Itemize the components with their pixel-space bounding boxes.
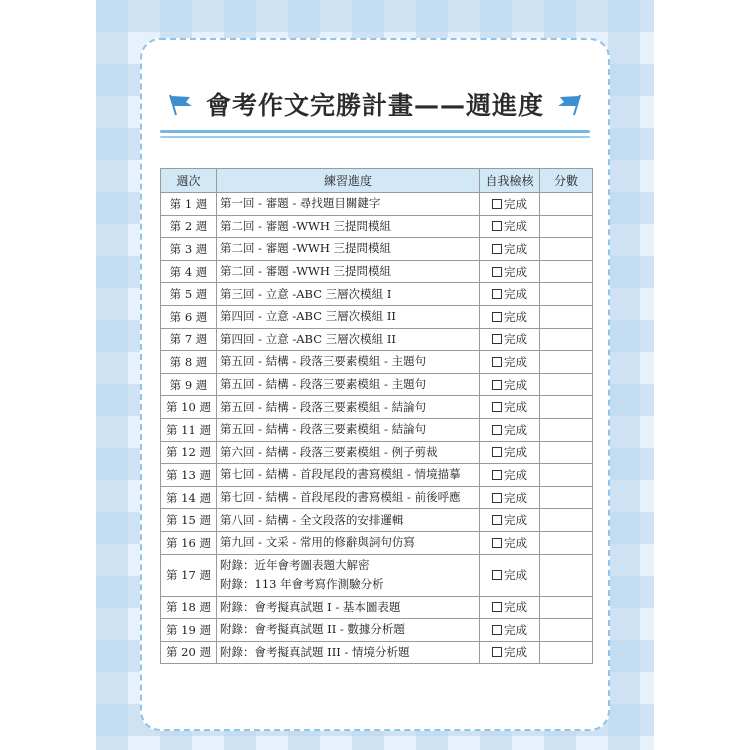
check-label: 完成: [504, 400, 527, 415]
page-margin-left: [0, 0, 96, 750]
check-cell[interactable]: [480, 441, 540, 464]
check-label: 完成: [504, 219, 527, 234]
check-cell[interactable]: [480, 464, 540, 487]
table-row: [161, 554, 593, 596]
checkbox-icon[interactable]: [492, 647, 502, 657]
title-row: [142, 82, 608, 126]
check-cell[interactable]: [480, 531, 540, 554]
check-cell[interactable]: [480, 283, 540, 306]
checkbox-icon[interactable]: [492, 199, 502, 209]
progress-text: 第二回 - 審題 -WWH 三提問模組: [220, 218, 392, 233]
check-cell[interactable]: [480, 215, 540, 238]
title-underline: [160, 130, 590, 133]
progress-cell: [217, 305, 480, 328]
score-cell[interactable]: [540, 641, 593, 664]
progress-cell: [217, 260, 480, 283]
score-cell[interactable]: [540, 441, 593, 464]
table-row: [161, 619, 593, 642]
week-cell: 第 19 週: [161, 619, 217, 642]
checkbox-icon[interactable]: [492, 470, 502, 480]
checkbox-icon[interactable]: [492, 289, 502, 299]
progress-cell: [217, 619, 480, 642]
week-cell: 第 18 週: [161, 596, 217, 619]
week-cell: 第 3 週: [161, 238, 217, 261]
progress-cell: [217, 531, 480, 554]
progress-cell: [217, 283, 480, 306]
score-cell[interactable]: [540, 283, 593, 306]
table-row: [161, 283, 593, 306]
week-cell: 第 15 週: [161, 509, 217, 532]
check-cell[interactable]: [480, 193, 540, 216]
checkbox-icon[interactable]: [492, 244, 502, 254]
check-cell[interactable]: [480, 238, 540, 261]
check-cell[interactable]: [480, 554, 540, 596]
check-label: 完成: [504, 513, 527, 528]
table-row: [161, 328, 593, 351]
checkbox-icon[interactable]: [492, 538, 502, 548]
checkbox-icon[interactable]: [492, 447, 502, 457]
progress-cell: [217, 596, 480, 619]
right-flag-icon: [556, 91, 584, 117]
check-label: 完成: [504, 622, 527, 637]
check-cell[interactable]: [480, 596, 540, 619]
progress-cell: [217, 641, 480, 664]
progress-cell: [217, 509, 480, 532]
progress-cell: [217, 486, 480, 509]
score-cell[interactable]: [540, 486, 593, 509]
checkbox-icon[interactable]: [492, 625, 502, 635]
check-label: 完成: [504, 309, 527, 324]
week-cell: 第 14 週: [161, 486, 217, 509]
progress-text: 第三回 - 立意 -ABC 三層次模組 I: [220, 286, 392, 301]
week-cell: 第 13 週: [161, 464, 217, 487]
score-cell[interactable]: [540, 260, 593, 283]
progress-text: 附錄：會考擬真試題 II - 數據分析題: [220, 622, 405, 637]
checkbox-icon[interactable]: [492, 312, 502, 322]
progress-cell: [217, 464, 480, 487]
score-cell[interactable]: [540, 373, 593, 396]
week-cell: 第 7 週: [161, 328, 217, 351]
progress-text: 第七回 - 結構 - 首段尾段的書寫模組 - 情境描摹: [220, 467, 461, 482]
table-row: [161, 464, 593, 487]
progress-text: 第九回 - 文采 - 常用的修辭與詞句仿寫: [220, 535, 415, 550]
checkbox-icon[interactable]: [492, 493, 502, 503]
score-cell[interactable]: [540, 215, 593, 238]
table-row: [161, 596, 593, 619]
check-label: 完成: [504, 645, 527, 660]
progress-cell: [217, 373, 480, 396]
checkbox-icon[interactable]: [492, 570, 502, 580]
week-cell: 第 1 週: [161, 193, 217, 216]
check-cell[interactable]: [480, 396, 540, 419]
check-cell[interactable]: [480, 509, 540, 532]
check-label: 完成: [504, 490, 527, 505]
score-cell[interactable]: [540, 351, 593, 374]
check-label: 完成: [504, 568, 527, 582]
check-label: 完成: [504, 264, 527, 279]
progress-text: 第五回 - 結構 - 段落三要素模組 - 主題句: [220, 354, 427, 369]
table-row: [161, 215, 593, 238]
week-cell: 第 17 週: [161, 554, 217, 596]
checkbox-icon[interactable]: [492, 267, 502, 277]
checkbox-icon[interactable]: [492, 357, 502, 367]
progress-cell: [217, 396, 480, 419]
checkbox-icon[interactable]: [492, 602, 502, 612]
week-cell: 第 6 週: [161, 305, 217, 328]
table-row: [161, 531, 593, 554]
week-cell: 第 16 週: [161, 531, 217, 554]
score-cell[interactable]: [540, 509, 593, 532]
score-cell[interactable]: [540, 305, 593, 328]
progress-text: 第五回 - 結構 - 段落三要素模組 - 結論句: [220, 422, 427, 437]
score-cell[interactable]: [540, 396, 593, 419]
check-label: 完成: [504, 332, 527, 347]
check-label: 完成: [504, 535, 527, 550]
table-row: [161, 486, 593, 509]
week-cell: 第 20 週: [161, 641, 217, 664]
checkbox-icon[interactable]: [492, 515, 502, 525]
score-cell[interactable]: [540, 596, 593, 619]
check-cell[interactable]: [480, 260, 540, 283]
progress-text: 第七回 - 結構 - 首段尾段的書寫模組 - 前後呼應: [220, 490, 461, 505]
check-label: 完成: [504, 467, 527, 482]
checkbox-icon[interactable]: [492, 380, 502, 390]
check-cell[interactable]: [480, 486, 540, 509]
week-cell: 第 5 週: [161, 283, 217, 306]
progress-text: 第二回 - 審題 -WWH 三提問模組: [220, 264, 392, 279]
week-cell: 第 11 週: [161, 418, 217, 441]
check-label: 完成: [504, 422, 527, 437]
header-progress: 練習進度: [217, 169, 480, 193]
progress-cell: [217, 238, 480, 261]
progress-cell: [217, 351, 480, 374]
check-cell[interactable]: [480, 373, 540, 396]
check-cell[interactable]: [480, 619, 540, 642]
progress-text: 第八回 - 結構 - 全文段落的安排邏輯: [220, 512, 404, 527]
checkbox-icon[interactable]: [492, 402, 502, 412]
table-row: [161, 396, 593, 419]
progress-text: 第五回 - 結構 - 段落三要素模組 - 主題句: [220, 377, 427, 392]
week-cell: 第 8 週: [161, 351, 217, 374]
week-cell: 第 12 週: [161, 441, 217, 464]
check-cell[interactable]: [480, 418, 540, 441]
progress-cell: [217, 418, 480, 441]
table-row: [161, 305, 593, 328]
check-cell[interactable]: [480, 641, 540, 664]
score-cell[interactable]: [540, 328, 593, 351]
schedule-card: [140, 38, 610, 731]
progress-text: 第四回 - 立意 -ABC 三層次模組 II: [220, 309, 396, 324]
progress-cell: [217, 441, 480, 464]
header-score: 分數: [540, 169, 593, 193]
table-row: [161, 260, 593, 283]
table-row: [161, 641, 593, 664]
table-row: [161, 351, 593, 374]
score-cell[interactable]: [540, 619, 593, 642]
page-margin-right: [654, 0, 750, 750]
score-cell[interactable]: [540, 531, 593, 554]
progress-cell: [217, 554, 480, 596]
header-week: 週次: [161, 169, 217, 193]
table-row: [161, 373, 593, 396]
check-cell[interactable]: [480, 328, 540, 351]
header-check: 自我檢核: [480, 169, 540, 193]
week-cell: 第 2 週: [161, 215, 217, 238]
score-cell[interactable]: [540, 193, 593, 216]
table-header-row: [161, 169, 593, 193]
check-label: 完成: [504, 377, 527, 392]
check-label: 完成: [504, 241, 527, 256]
page-title: 會考作文完勝計畫——週進度: [205, 91, 544, 120]
check-label: 完成: [504, 445, 527, 460]
progress-text: 第五回 - 結構 - 段落三要素模組 - 結論句: [220, 399, 427, 414]
table-row: [161, 238, 593, 261]
progress-cell: [217, 328, 480, 351]
title-underline-secondary: [160, 136, 590, 138]
progress-cell: [217, 215, 480, 238]
progress-text: 第六回 - 結構 - 段落三要素模組 - 例子剪裁: [220, 444, 438, 459]
check-cell[interactable]: [480, 351, 540, 374]
check-label: 完成: [504, 287, 527, 302]
table-row: [161, 193, 593, 216]
progress-text: 附錄：113 年會考寫作測驗分析: [220, 577, 384, 591]
progress-cell: [217, 193, 480, 216]
table-row: [161, 418, 593, 441]
table-row: [161, 441, 593, 464]
progress-text: 附錄：近年會考圖表題大解密: [220, 558, 370, 572]
left-flag-icon: [166, 91, 194, 117]
check-label: 完成: [504, 600, 527, 615]
score-cell[interactable]: [540, 554, 593, 596]
week-cell: 第 10 週: [161, 396, 217, 419]
progress-text: 第四回 - 立意 -ABC 三層次模組 II: [220, 331, 396, 346]
week-cell: 第 9 週: [161, 373, 217, 396]
table-row: [161, 509, 593, 532]
checkbox-icon[interactable]: [492, 425, 502, 435]
score-cell[interactable]: [540, 464, 593, 487]
progress-text: 附錄：會考擬真試題 I - 基本圖表題: [220, 599, 401, 614]
checkbox-icon[interactable]: [492, 221, 502, 231]
check-cell[interactable]: [480, 305, 540, 328]
progress-text: 第一回 - 審題 - 尋找題目關鍵字: [220, 196, 381, 211]
check-label: 完成: [504, 196, 527, 211]
weekly-schedule-table: [160, 168, 593, 664]
progress-text: 附錄：會考擬真試題 III - 情境分析題: [220, 644, 410, 659]
checkbox-icon[interactable]: [492, 334, 502, 344]
score-cell[interactable]: [540, 238, 593, 261]
week-cell: 第 4 週: [161, 260, 217, 283]
check-label: 完成: [504, 354, 527, 369]
score-cell[interactable]: [540, 418, 593, 441]
progress-text: 第二回 - 審題 -WWH 三提問模組: [220, 241, 392, 256]
